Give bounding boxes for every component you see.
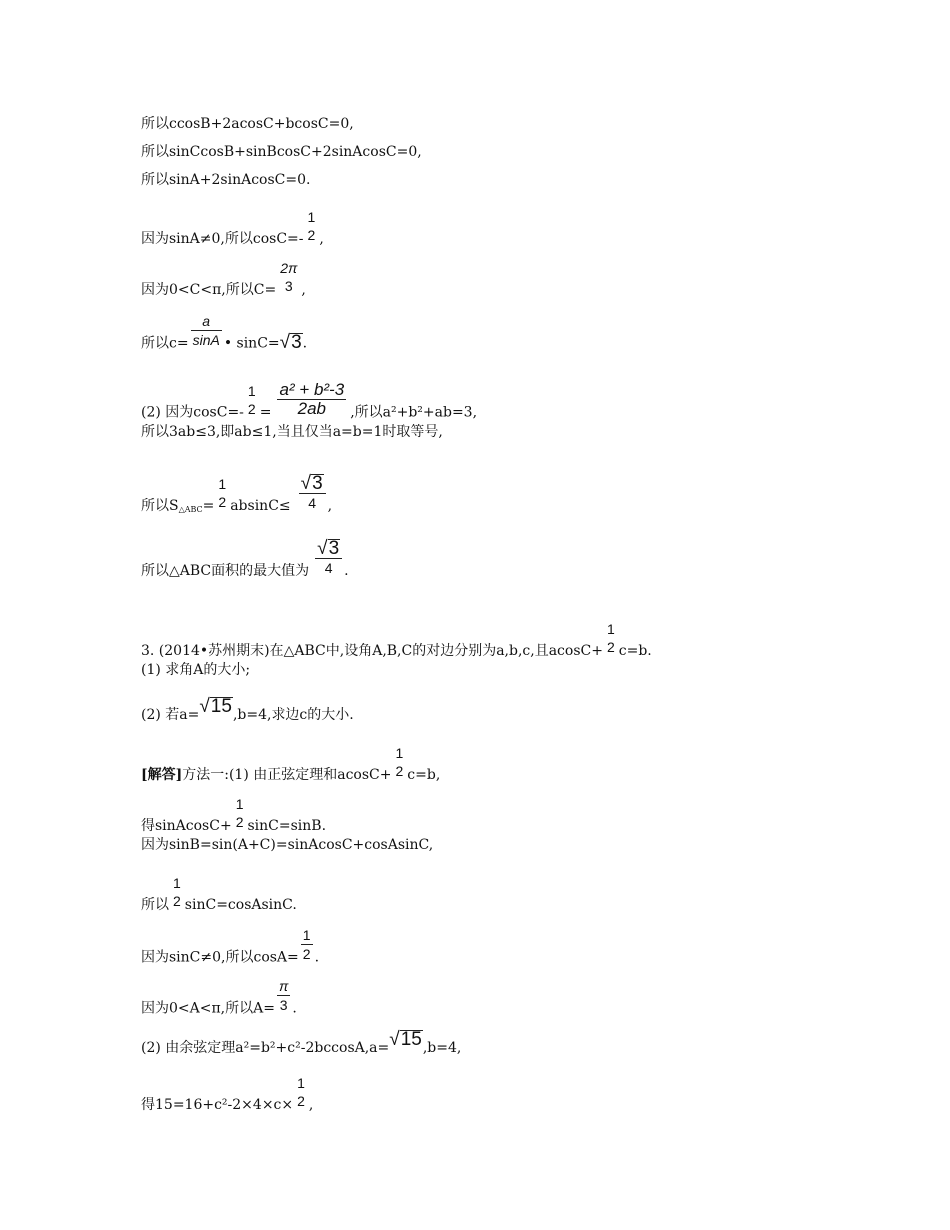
radical-sign: √ [300, 473, 312, 494]
sqrt-15 [389, 1029, 423, 1050]
denominator: 2 [307, 227, 316, 243]
denominator: sinA [192, 332, 220, 348]
text: = [259, 404, 272, 421]
text: 因为0<C<π,所以C= [141, 282, 277, 298]
text: 因为0<A<π,所以A= [141, 1000, 275, 1017]
denominator: 2 [395, 763, 404, 779]
text: 所以S [141, 498, 179, 514]
fraction-one-half [394, 744, 406, 780]
fraction-sqrt3-over-4 [315, 539, 342, 577]
text: (2) 由余弦定理a²=b²+c²-2bccosA,a= [141, 1040, 390, 1056]
denominator: 4 [324, 560, 333, 576]
numerator: a² + b²-3 [279, 380, 345, 399]
text: 因为sinC≠0,所以cosA= [141, 949, 299, 966]
radical-sign: √ [317, 538, 328, 559]
text: 得15=16+c²-2×4×c× [141, 1097, 294, 1113]
denominator: 2 [302, 946, 311, 962]
text: . [292, 1000, 297, 1017]
numerator: π [278, 978, 289, 994]
radicand: 3 [312, 473, 323, 494]
fraction-one-half [171, 874, 183, 910]
line-p2-2 [141, 423, 443, 441]
radicand: 3 [291, 331, 302, 353]
text: • sinC= [223, 335, 280, 352]
problem3-q1 [141, 661, 250, 679]
text: ,所以a²+b²+ab=3, [350, 404, 478, 421]
numerator: 1 [307, 209, 316, 225]
fraction-cosine-law [277, 381, 346, 418]
text: 3. (2014•苏州期末)在△ABC中,设角A,B,C的对边分别为a,b,c,且acosC+ [141, 643, 603, 659]
fraction-one-half [234, 795, 246, 831]
line-p1-1 [141, 115, 354, 133]
radical-sign: √ [389, 1029, 400, 1050]
fraction-one-half [605, 620, 617, 656]
denominator: 2 [218, 494, 227, 510]
numerator: 1 [247, 382, 256, 399]
radical-sign: √ [279, 331, 291, 353]
radicand: 3 [328, 538, 340, 559]
line-p1-5 [141, 260, 306, 308]
radicand: 15 [400, 1029, 422, 1050]
text: , [319, 231, 324, 247]
fraction-a-over-sinA [191, 312, 222, 349]
text: (2) 因为cosC=- [141, 404, 244, 421]
numerator: 2π [280, 260, 298, 276]
text: sinC=cosAsinC. [184, 897, 297, 913]
text: , [301, 282, 306, 298]
fraction-pi-over-three [277, 977, 290, 1014]
text: 因为sinB=sin(A+C)=sinAcosC+cosAsinC, [141, 837, 434, 853]
text: . [302, 335, 308, 352]
line-p2-4 [141, 538, 349, 590]
text: sinC=sinB. [247, 818, 327, 834]
line-p1-2 [141, 143, 422, 161]
line-p1-3 [141, 171, 310, 189]
denominator: 3 [284, 278, 293, 294]
text: 方法一:(1) 由正弦定理和acosC+ [182, 767, 392, 783]
fraction-one-half [216, 475, 228, 511]
text: . [344, 563, 349, 579]
text: (2) 若a= [141, 707, 200, 723]
solution-1 [141, 745, 441, 793]
problem3-q2 [141, 696, 354, 724]
numerator: 1 [235, 796, 244, 812]
subscript: △ABC [178, 505, 203, 514]
solution-label: [解答] [141, 767, 183, 783]
text: 所以△ABC面积的最大值为 [141, 563, 310, 579]
text: 所以3ab≤3,即ab≤1,当且仅当a=b=1时取等号, [141, 424, 443, 440]
solution-3 [141, 836, 433, 854]
numerator: 1 [606, 621, 615, 637]
line-p1-6 [141, 313, 308, 362]
fraction-one-half [246, 382, 258, 418]
solution-8 [141, 1075, 314, 1123]
text: ,b=4,求边c的大小. [232, 707, 354, 723]
solution-4 [141, 875, 297, 923]
numerator: a [191, 312, 222, 331]
text: (1) 求角A的大小; [141, 662, 251, 678]
text: , [327, 498, 333, 514]
text: 所以sinA+2sinAcosC=0. [141, 172, 311, 188]
denominator: 2 [247, 400, 256, 417]
fraction-one-half [301, 926, 313, 963]
denominator: 3 [279, 997, 288, 1013]
text: = [202, 498, 215, 514]
solution-7 [141, 1029, 462, 1057]
fraction-one-half [295, 1074, 307, 1110]
radicand: 15 [210, 696, 232, 717]
fraction-two-pi-over-three [278, 259, 299, 295]
text: 所以c= [141, 335, 189, 352]
line-p2-3 [141, 473, 333, 525]
numerator [315, 539, 342, 559]
line-p1-4 [141, 209, 324, 257]
denominator: 2 [297, 1093, 305, 1109]
numerator: 1 [395, 745, 404, 761]
numerator: 1 [218, 476, 227, 492]
text: c=b. [618, 643, 652, 659]
text: 所以ccosB+2acosC+bcosC=0, [141, 116, 354, 132]
text: c=b, [407, 767, 441, 783]
text: absinC≤ [230, 498, 291, 514]
sqrt-3 [280, 332, 303, 353]
fraction-sqrt3-over-4 [299, 474, 326, 512]
denominator: 2 [235, 814, 244, 830]
denominator: 2ab [297, 399, 326, 418]
denominator: 2 [606, 639, 615, 655]
solution-6 [141, 978, 297, 1027]
sqrt-15 [199, 696, 233, 717]
denominator: 4 [308, 495, 317, 511]
numerator: 1 [302, 927, 311, 943]
text: 所以 [141, 897, 169, 913]
numerator: 1 [173, 875, 181, 891]
solution-5 [141, 927, 320, 976]
fraction-one-half [306, 208, 318, 244]
numerator [299, 474, 326, 494]
text: 所以sinCcosB+sinBcosC+2sinAcosC=0, [141, 144, 422, 160]
text: ,b=4, [422, 1040, 462, 1056]
radical-sign: √ [199, 696, 210, 717]
text: 因为sinA≠0,所以cosC=- [141, 231, 304, 247]
numerator: 1 [297, 1075, 305, 1091]
text: 得sinAcosC+ [141, 818, 232, 834]
text: , [308, 1097, 314, 1113]
text: . [314, 949, 320, 966]
denominator: 2 [173, 893, 181, 909]
